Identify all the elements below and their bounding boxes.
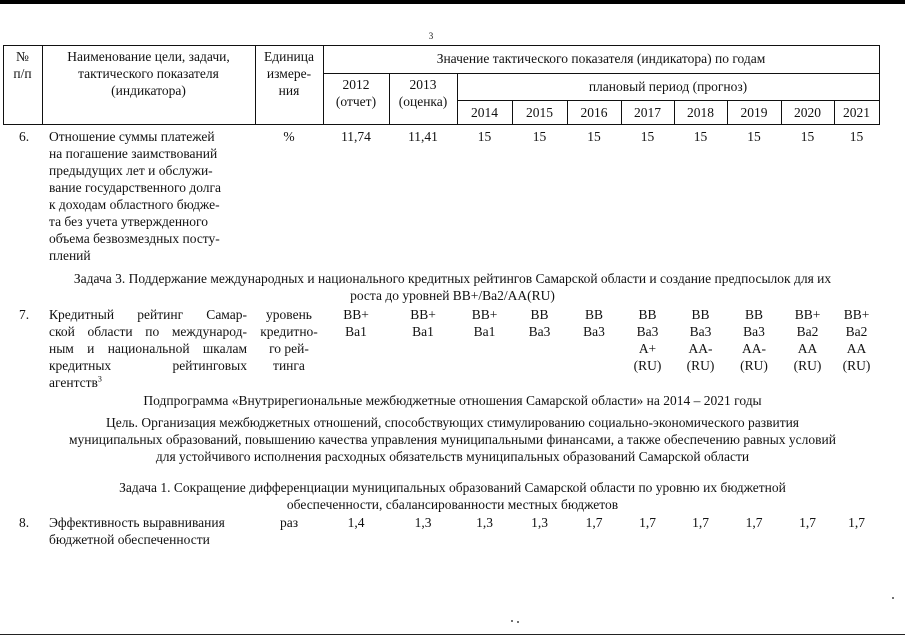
row8-num: 8. <box>19 515 30 530</box>
header-year-2021: 2021 <box>843 105 870 120</box>
row8-value-2021: 1,7 <box>848 515 865 530</box>
header-year-2020: 2020 <box>794 105 821 120</box>
row8-name: Эффективность выравнивания бюджетной обеспеченности <box>49 515 225 547</box>
row7-value-2012: BB+ Ba1 <box>343 307 369 339</box>
header-values-title: Значение тактического показателя (индикатора) по годам <box>436 51 766 66</box>
goal-line2: муниципальных образований, повышению качества управления муниципальными финансами, а также обеспечению равных условий <box>69 432 836 447</box>
row7-value-2020: BB+ Ba2 AA (RU) <box>793 307 822 373</box>
header-2012: 2012 (отчет) <box>335 77 377 109</box>
scan-speck <box>517 621 519 623</box>
scan-speck <box>892 597 894 599</box>
row7-num: 7. <box>19 307 30 322</box>
row7-value-2017: BB Ba3 A+ (RU) <box>633 307 662 373</box>
page-number: 3 <box>428 31 434 41</box>
row8-value-2012: 1,4 <box>347 515 365 530</box>
row7-name: Кредитный рейтинг Самар- ской области по международ- ным и национальной шкалам кредитных рейтинговых агентств$^3$ <box>49 307 247 390</box>
row7-unit: уровень кредитно- го рей- тинга <box>260 307 318 373</box>
row7-value-2019: BB Ba3 AA- (RU) <box>740 307 768 373</box>
row6-value-2016: 15 <box>587 129 601 144</box>
header-year-2017: 2017 <box>634 105 661 120</box>
row8-value-2013: 1,3 <box>414 515 432 530</box>
row8-value-2017: 1,7 <box>639 515 656 530</box>
goal-line3: для устойчивого исполнения расходных обязательств муниципальных образований Самарской области <box>155 449 750 464</box>
row7-value-2013: BB+ Ba1 <box>410 307 436 339</box>
subprogram-title: Подпрограмма «Внутрирегиональные межбюджетные отношения Самарской области» на 2014 – 2021 годы <box>143 393 762 408</box>
footnote-marker: 3 <box>97 374 102 384</box>
row7-value-2018: BB Ba3 AA- (RU) <box>686 307 715 373</box>
row6-value-2017: 15 <box>640 129 655 144</box>
row8-unit: раз <box>279 515 299 530</box>
task3-line2: роста до уровней BB+/Ba2/AA(RU) <box>350 288 555 303</box>
goal-line1: Цель. Организация межбюджетных отношений, способствующих стимулированию социально-экономического развития <box>105 415 800 430</box>
header-year-2018: 2018 <box>687 105 714 120</box>
row6-name: Отношение суммы платежей на погашение заимствований предыдущих лет и обслужи- вание государственного долга к доходам областного бюдже- та без учета утвержденного объема безвозмездных посту- плений <box>49 129 222 263</box>
row6-unit: % <box>283 129 295 144</box>
row6-value-2019: 15 <box>747 129 761 144</box>
row8-value-2015: 1,3 <box>531 515 548 530</box>
row6-value-2021: 15 <box>849 129 864 144</box>
task1-line2: обеспеченности, сбалансированности местных бюджетов <box>286 497 619 512</box>
row7-value-2015: BB Ba3 <box>528 307 551 339</box>
header-name: Наименование цели, задачи, тактического показателя (индикатора) <box>67 49 230 98</box>
header-2013: 2013 (оценка) <box>398 77 448 109</box>
row7-value-2014: BB+ Ba1 <box>471 307 498 339</box>
row8-value-2014: 1,3 <box>476 515 493 530</box>
header-year-2015: 2015 <box>526 105 553 120</box>
header-unit: Единица измере- ния <box>263 49 314 98</box>
top-border <box>0 0 905 4</box>
header-year-2016: 2016 <box>580 105 608 120</box>
task3-line1: Задача 3. Поддержание международных и национального кредитных рейтингов Самарской области и создание предпосылок для их <box>73 271 832 286</box>
row6-value-2014: 15 <box>477 129 492 144</box>
row6-value-2018: 15 <box>693 129 708 144</box>
task1-line1: Задача 1. Сокращение дифференциации муниципальных образований Самарской области по уровню их бюджетной <box>119 480 786 495</box>
row6-value-2012: 11,74 <box>341 129 371 144</box>
header-year-2014: 2014 <box>471 105 498 120</box>
row8-value-2020: 1,7 <box>799 515 816 530</box>
row6-value-2020: 15 <box>800 129 815 144</box>
row8-value-2016: 1,7 <box>585 515 603 530</box>
row7-value-2016: BB Ba3 <box>583 307 605 339</box>
header-num: № п/п <box>13 49 32 81</box>
row6-num: 6. <box>19 129 30 144</box>
row6-value-2015: 15 <box>532 129 547 144</box>
row8-value-2018: 1,7 <box>692 515 709 530</box>
scan-speck <box>511 620 513 622</box>
row8-value-2019: 1,7 <box>745 515 763 530</box>
row7-value-2021: BB+ Ba2 AA (RU) <box>842 307 871 373</box>
row6-value-2013: 11,41 <box>408 129 438 144</box>
header-year-2019: 2019 <box>740 105 768 120</box>
header-plan-period: плановый период (прогноз) <box>588 79 748 94</box>
